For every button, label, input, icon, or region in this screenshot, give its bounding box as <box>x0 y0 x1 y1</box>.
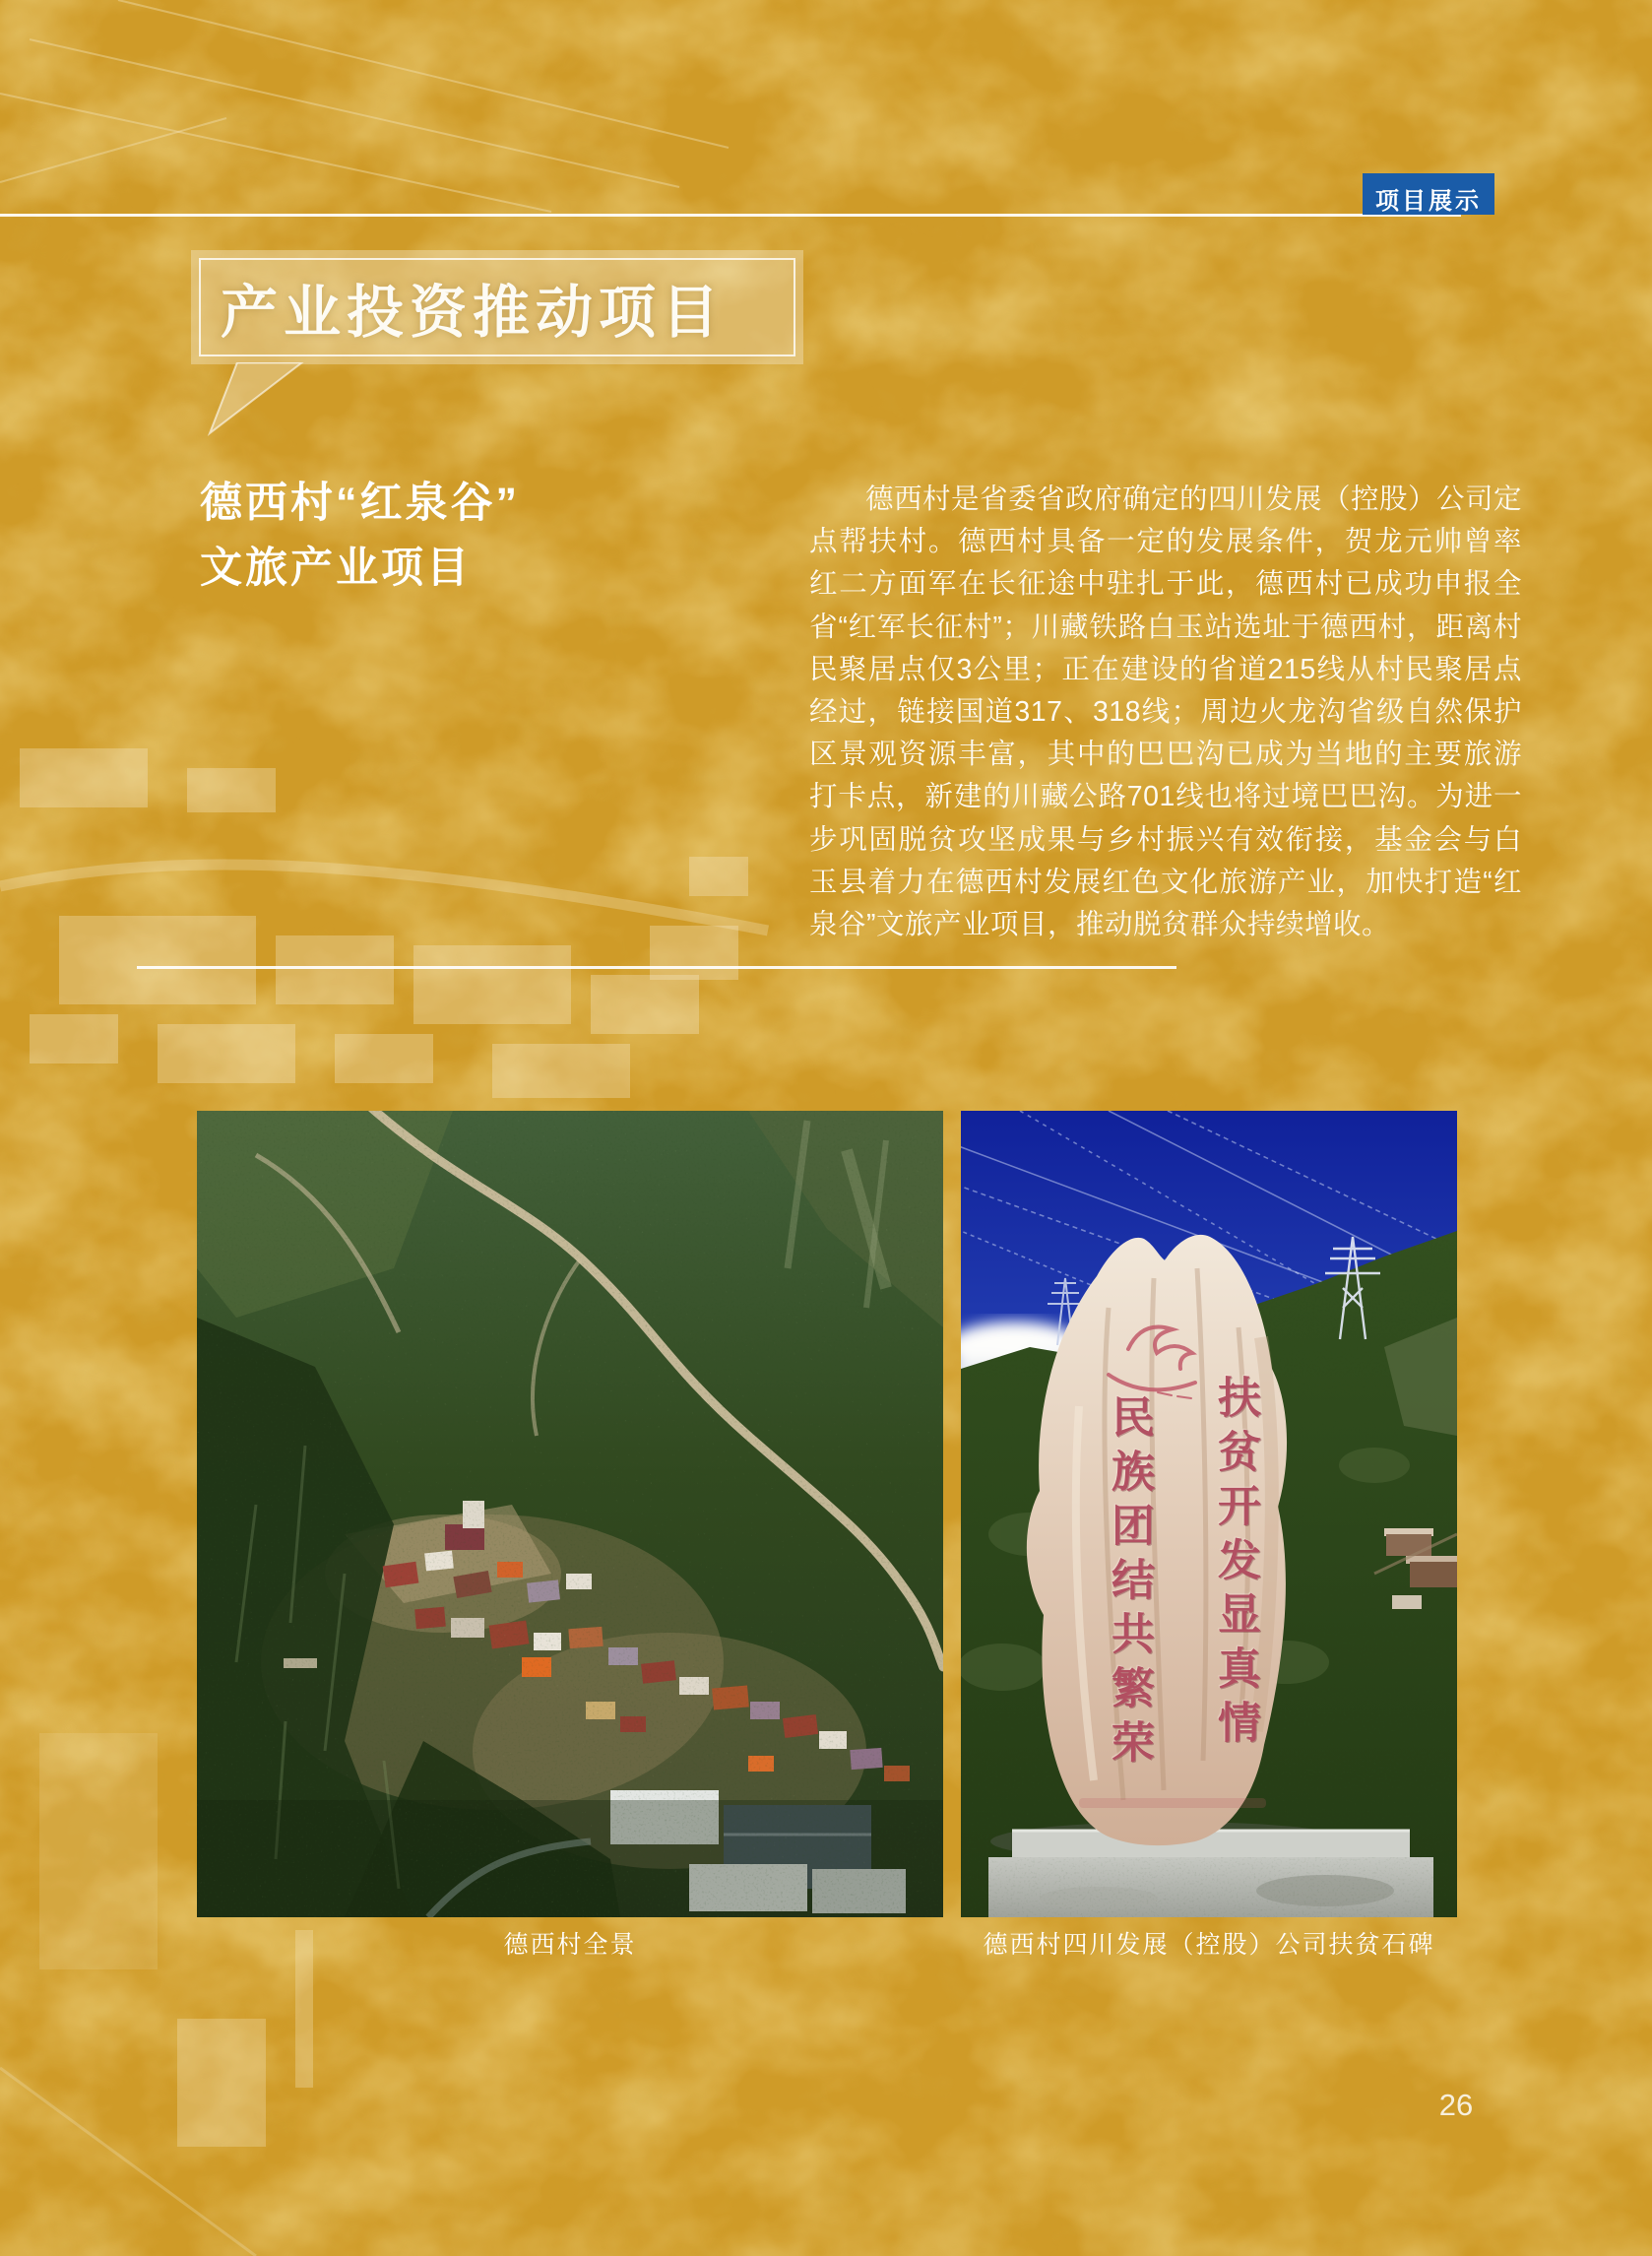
caption-right-photo: 德西村四川发展（控股）公司扶贫石碑 <box>983 1931 1435 1959</box>
section-heading-line2: 文旅产业项目 <box>200 545 472 592</box>
page-title: 产业投资推动项目 <box>221 281 726 345</box>
body-paragraph: 德西村是省委省政府确定的四川发展（控股）公司定点帮扶村。德西村具备一定的发展条件，贺龙元帅曾率红二方面军在长征途中驻扎于此，德西村已成功申报全省“红军长征村”；川藏铁路白玉站选址于德西村，距离村民聚居点仅3公里；正在建设的省道215线从村民聚居点经过，链接国道317、318线；周边火龙沟省级自然保护区景观资源丰富，其中的巴巴沟已成为当地的主要旅游打卡点，新建的川藏公路701线也将过境巴巴沟。为进一步巩固脱贫攻坚成果与乡村振兴有效衔接，基金会与白玉县着力在德西村发展红色文化旅游产业，加快打造“红泉谷”文旅产业项目，推动脱贫群众持续增收。 <box>809 483 1523 941</box>
header-rule <box>0 214 1461 217</box>
section-heading <box>200 471 520 601</box>
village-aerial-illustration <box>197 1111 943 1917</box>
content-divider <box>137 966 1176 969</box>
stone-inscription-right: 扶贫开发显真情 <box>1211 1375 1259 1754</box>
section-badge <box>1363 173 1494 215</box>
caption-left-photo: 德西村全景 <box>503 1931 637 1959</box>
banner-tail <box>202 362 320 439</box>
title-banner <box>191 250 803 364</box>
section-heading-line1: 德西村“红泉谷” <box>200 480 520 527</box>
monument-photo <box>961 1111 1457 1917</box>
stone-inscription-left: 民族团结共繁荣 <box>1105 1394 1153 1773</box>
section-badge-label: 项目展示 <box>1375 188 1482 215</box>
page-number: 26 <box>1438 2088 1474 2122</box>
monument-base <box>988 1830 1433 1917</box>
monument-illustration <box>961 1111 1457 1917</box>
stone-small-inscription <box>1079 1798 1266 1808</box>
village-aerial-photo <box>197 1111 943 1917</box>
